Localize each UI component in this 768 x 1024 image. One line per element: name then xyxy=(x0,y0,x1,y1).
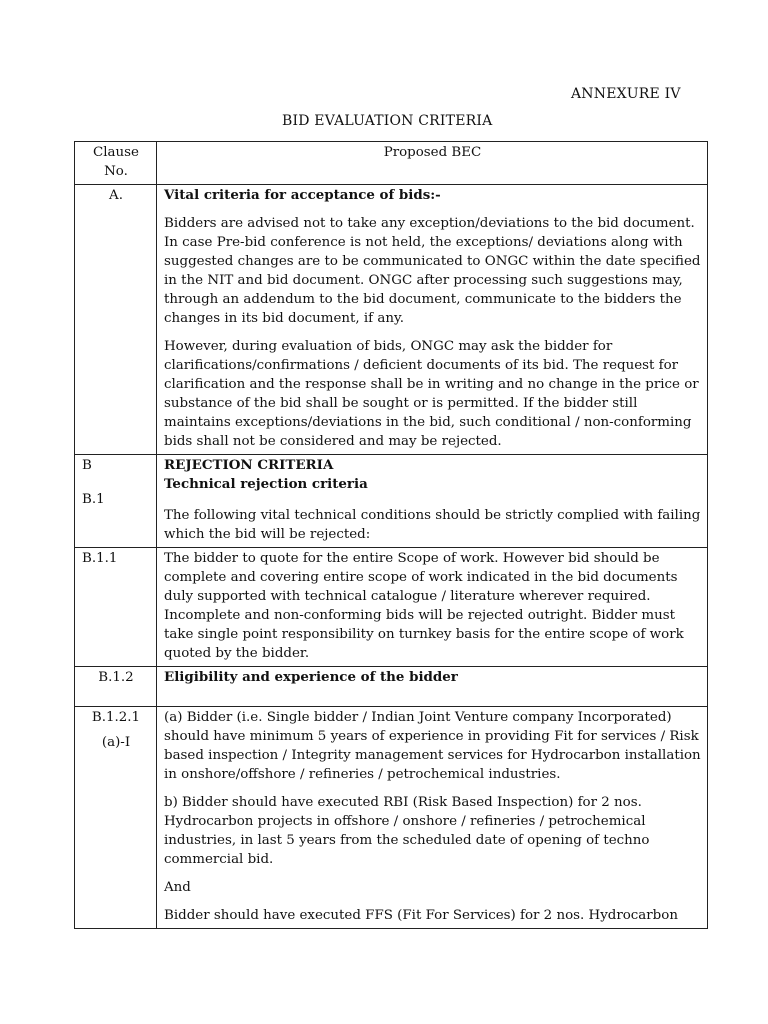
annexure-label: ANNEXURE IV xyxy=(571,86,681,102)
clause-a-i: (a)-I xyxy=(101,735,131,750)
technical-rejection-heading: Technical rejection criteria xyxy=(164,476,368,492)
clause-b121-cell xyxy=(75,707,157,929)
row-b11-content xyxy=(157,548,708,667)
row-b121-and: And xyxy=(164,880,191,895)
header-clause-no: Clause No. xyxy=(75,142,157,185)
clause-a: A. xyxy=(75,185,157,455)
table-row xyxy=(75,185,708,455)
table-row xyxy=(75,455,708,548)
row-b-content xyxy=(157,455,708,548)
row-b121-para-a xyxy=(164,708,701,784)
row-b-para: The following vital technical conditions should be strictly complied with failing which the bid will be rejected: xyxy=(164,508,701,542)
document-title: BID EVALUATION CRITERIA xyxy=(282,113,493,129)
row-b121-para-c: Bidder should have executed FFS (Fit For Services) for 2 nos. Hydrocarbon xyxy=(164,908,678,923)
clause-b11: B.1.1 xyxy=(75,548,157,667)
clause-b12: B.1.2 xyxy=(75,667,157,707)
row-b121-para-b: b) Bidder should have executed RBI (Risk Based Inspection) for 2 nos. Hydrocarbon projects in offshore / onshore / refineries / petrochemical industries, in last 5 years from the scheduled date of opening of techno commercial bid. xyxy=(164,795,650,867)
header-proposed-bec: Proposed BEC xyxy=(157,142,708,185)
clause-b1: B.1 xyxy=(82,492,105,507)
clause-b: B xyxy=(82,458,92,473)
row-a-para2: However, during evaluation of bids, ONGC may ask the bidder for clarifications/confirmations / deficient documents of its bid. The request for clarification and the response shall be in writing and no change in the price or substance of the bid shall be sought or is permitted. If the bidder still maintains exceptions/deviations in the bid, such conditional / non-conforming bids shall not be considered and may be rejected. xyxy=(164,339,699,449)
row-b12-content xyxy=(157,667,708,707)
row-b121-content xyxy=(157,707,708,929)
table-row xyxy=(75,667,708,707)
clause-b121: B.1.2.1 xyxy=(91,710,141,725)
row-a-heading: Vital criteria for acceptance of bids:- xyxy=(164,187,441,203)
bec-table xyxy=(74,141,708,929)
rejection-criteria-heading: REJECTION CRITERIA xyxy=(164,457,334,473)
table-header-row xyxy=(75,142,708,185)
para-a-prefix: (a) xyxy=(164,710,183,725)
clause-b-cell xyxy=(75,455,157,548)
row-b11-para: The bidder to quote for the entire Scope of work. However bid should be complete and covering entire scope of work indicated in the bid documents duly supported with technical catalogue / literature wherever required. Incomplete and non-conforming bids will be rejected outright. Bidder must take single point responsibility on turnkey basis for the entire scope of work quoted by the bidder. xyxy=(164,551,684,661)
row-a-content xyxy=(157,185,708,455)
table-row xyxy=(75,707,708,929)
row-a-para1: Bidders are advised not to take any exception/deviations to the bid document. In case Pre-bid conference is not held, the exceptions/ deviations along with suggested changes are to be communicated to ONGC within the date specified in the NIT and bid document. ONGC after processing such suggestions may, through an addendum to the bid document, communicate to the bidders the changes in its bid document, if any. xyxy=(164,216,701,326)
table-row xyxy=(75,548,708,667)
row-b12-heading: Eligibility and experience of the bidder xyxy=(164,669,458,685)
para-a-text: Bidder (i.e. Single bidder / Indian Joint Venture company Incorporated) should have minimum 5 years of experience in providing Fit for services / Risk based inspection / Integrity management services for Hydrocarbon installation in onshore/offshore / refineries / petrochemical industries. xyxy=(164,710,701,782)
